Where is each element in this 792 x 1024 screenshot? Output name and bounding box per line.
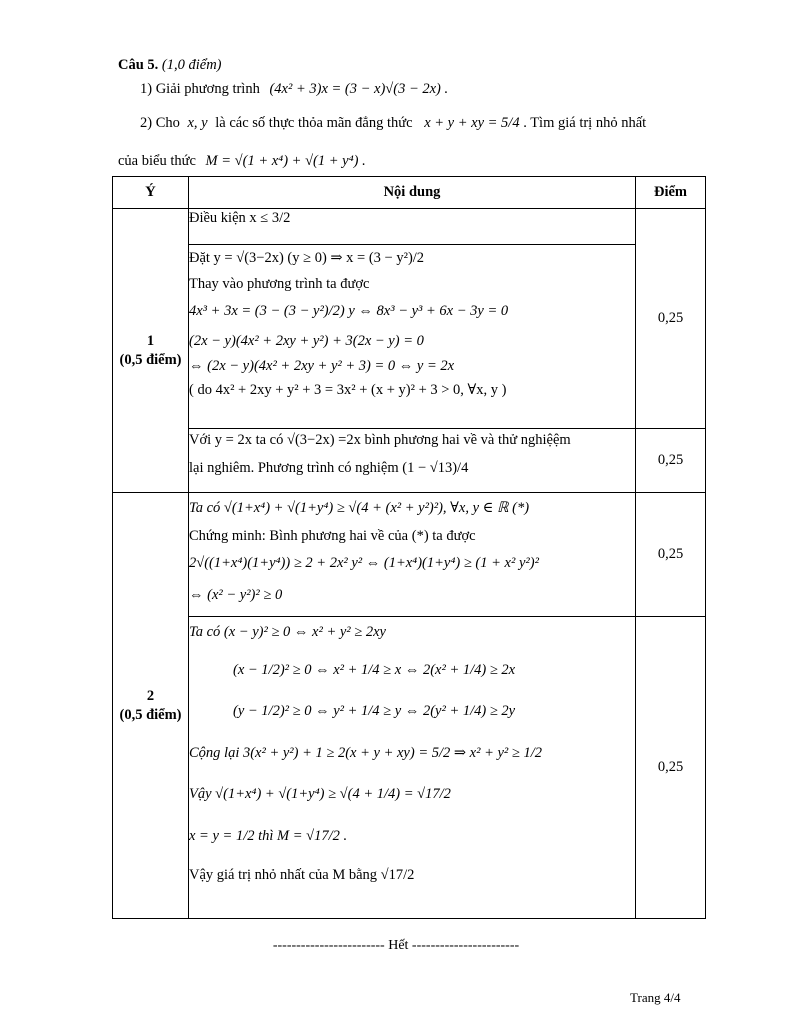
header-y: Ý [113, 177, 189, 209]
part1-line-1: Đặt y = √(3−2x) (y ≥ 0) ⇒ x = (3 − y²)/2 [189, 250, 425, 266]
page-number: Trang 4/4 [630, 990, 681, 1005]
part2-label-cell [113, 493, 189, 919]
part1-row-a [113, 209, 706, 245]
part1-row-c [113, 429, 706, 493]
part1-points-b: 0,25 [636, 209, 706, 429]
part1-conclusion-cell [189, 429, 636, 493]
part1-line-5: ⇔ (2x − y)(4x² + 2xy + y² + 3) = 0 ⇔ y = 2x [189, 358, 455, 375]
part2-prefix: 2) Cho [140, 115, 180, 131]
part2-line-7: (y − 1/2)² ≥ 0 ⇔ y² + 1/4 ≥ y ⇔ 2(y² + 1/4) ≥ 2y [233, 703, 516, 720]
part1-line-7: Với y = 2x ta có √(3−2x) =2x bình phương hai về và thử nghiệệm [189, 432, 571, 448]
part2-formula: x + y + xy = 5/4 [424, 115, 520, 131]
part2-line-9: Vậy √(1+x⁴) + √(1+y⁴) ≥ √(4 + 1/4) = √17/2 [189, 786, 451, 803]
part1-text: 1) Giải phương trình [140, 81, 260, 97]
part2-row-b [113, 617, 706, 919]
part2-sublabel: (0,5 điểm) [119, 706, 182, 723]
part2-expr: M = √(1 + x⁴) + √(1 + y⁴) . [205, 153, 366, 169]
part2-suffix: . Tìm giá trị nhỏ nhất [523, 115, 647, 131]
part2-points-b: 0,25 [636, 617, 706, 919]
part2-text: là các số thực thỏa mãn đẳng thức [215, 115, 413, 131]
part1-label: 1 [146, 333, 155, 350]
part2-line-6: (x − 1/2)² ≥ 0 ⇔ x² + 1/4 ≥ x ⇔ 2(x² + 1/4) ≥ 2x [233, 661, 516, 678]
solution-table [112, 176, 706, 919]
part1-formula: (4x² + 3)x = (3 − x)√(3 − 2x) . [269, 81, 449, 97]
part2-solution-cell [189, 617, 636, 919]
part1-condition: Điều kiện x ≤ 3/2 [189, 210, 291, 226]
part1-line-6: ( do 4x² + 2xy + y² + 3 = 3x² + (x + y)² + 3 > 0, ∀x, y ) [189, 381, 507, 398]
part2-line-1: Ta có √(1+x⁴) + √(1+y⁴) ≥ √(4 + (x² + y²)²), ∀x, y ∈ ℝ (*) [189, 500, 530, 516]
question-title-line [118, 58, 222, 73]
part1-sublabel: (0,5 điểm) [119, 351, 182, 368]
header-points: Điểm [636, 177, 706, 209]
part1-line-4: (2x − y)(4x² + 2xy + y²) + 3(2x − y) = 0 [189, 332, 424, 349]
part1-line-3: 4x³ + 3x = (3 − (3 − y²)/2) y ⇔ 8x³ − y³ + 6x − 3y = 0 [189, 303, 509, 320]
part1-row-b [113, 245, 706, 429]
part2-row-a [113, 493, 706, 617]
question-label: Câu 5. [118, 57, 159, 73]
part2-line-8: Cộng lại 3(x² + y²) + 1 ≥ 2(x + y + xy) = 5/2 ⇒ x² + y² ≥ 1/2 [189, 744, 542, 761]
part1-statement [140, 82, 448, 97]
part2-points-a: 0,25 [636, 493, 706, 617]
part2-line-3: 2√((1+x⁴)(1+y⁴)) ≥ 2 + 2x² y² ⇔ (1+x⁴)(1+y⁴) ≥ (1 + x² y²)² [189, 555, 539, 572]
end-marker: ------------------------ Hết ----------------------- [272, 938, 520, 953]
question-points: (1,0 điểm) [161, 57, 222, 73]
part2-line-2: Chứng minh: Bình phương hai về của (*) ta được [189, 527, 476, 544]
part2-continuation [118, 154, 366, 169]
part1-line-8: lại nghiêm. Phương trình có nghiệm (1 − √13)/4 [189, 459, 469, 476]
part2-label: 2 [146, 688, 155, 705]
part2-line-11: Vậy giá trị nhỏ nhất của M bằng √17/2 [189, 867, 415, 884]
part1-line-2: Thay vào phương trình ta được [189, 275, 370, 292]
part2-vars: x, y [187, 115, 208, 131]
part2-cont: của biểu thức [118, 153, 196, 169]
part1-condition-cell [189, 209, 636, 245]
table-header-row [113, 177, 706, 209]
part2-proof-cell [189, 493, 636, 617]
header-content: Nội dung [189, 177, 636, 209]
part1-label-cell [113, 209, 189, 493]
part1-points-c: 0,25 [636, 429, 706, 493]
part1-derivation-cell [189, 245, 636, 429]
part2-statement [140, 116, 646, 131]
part2-line-4: ⇔ (x² − y²)² ≥ 0 [189, 586, 283, 603]
part2-line-5: Ta có (x − y)² ≥ 0 ⇔ x² + y² ≥ 2xy [189, 624, 386, 640]
part2-line-10: x = y = 1/2 thì M = √17/2 . [189, 827, 348, 844]
